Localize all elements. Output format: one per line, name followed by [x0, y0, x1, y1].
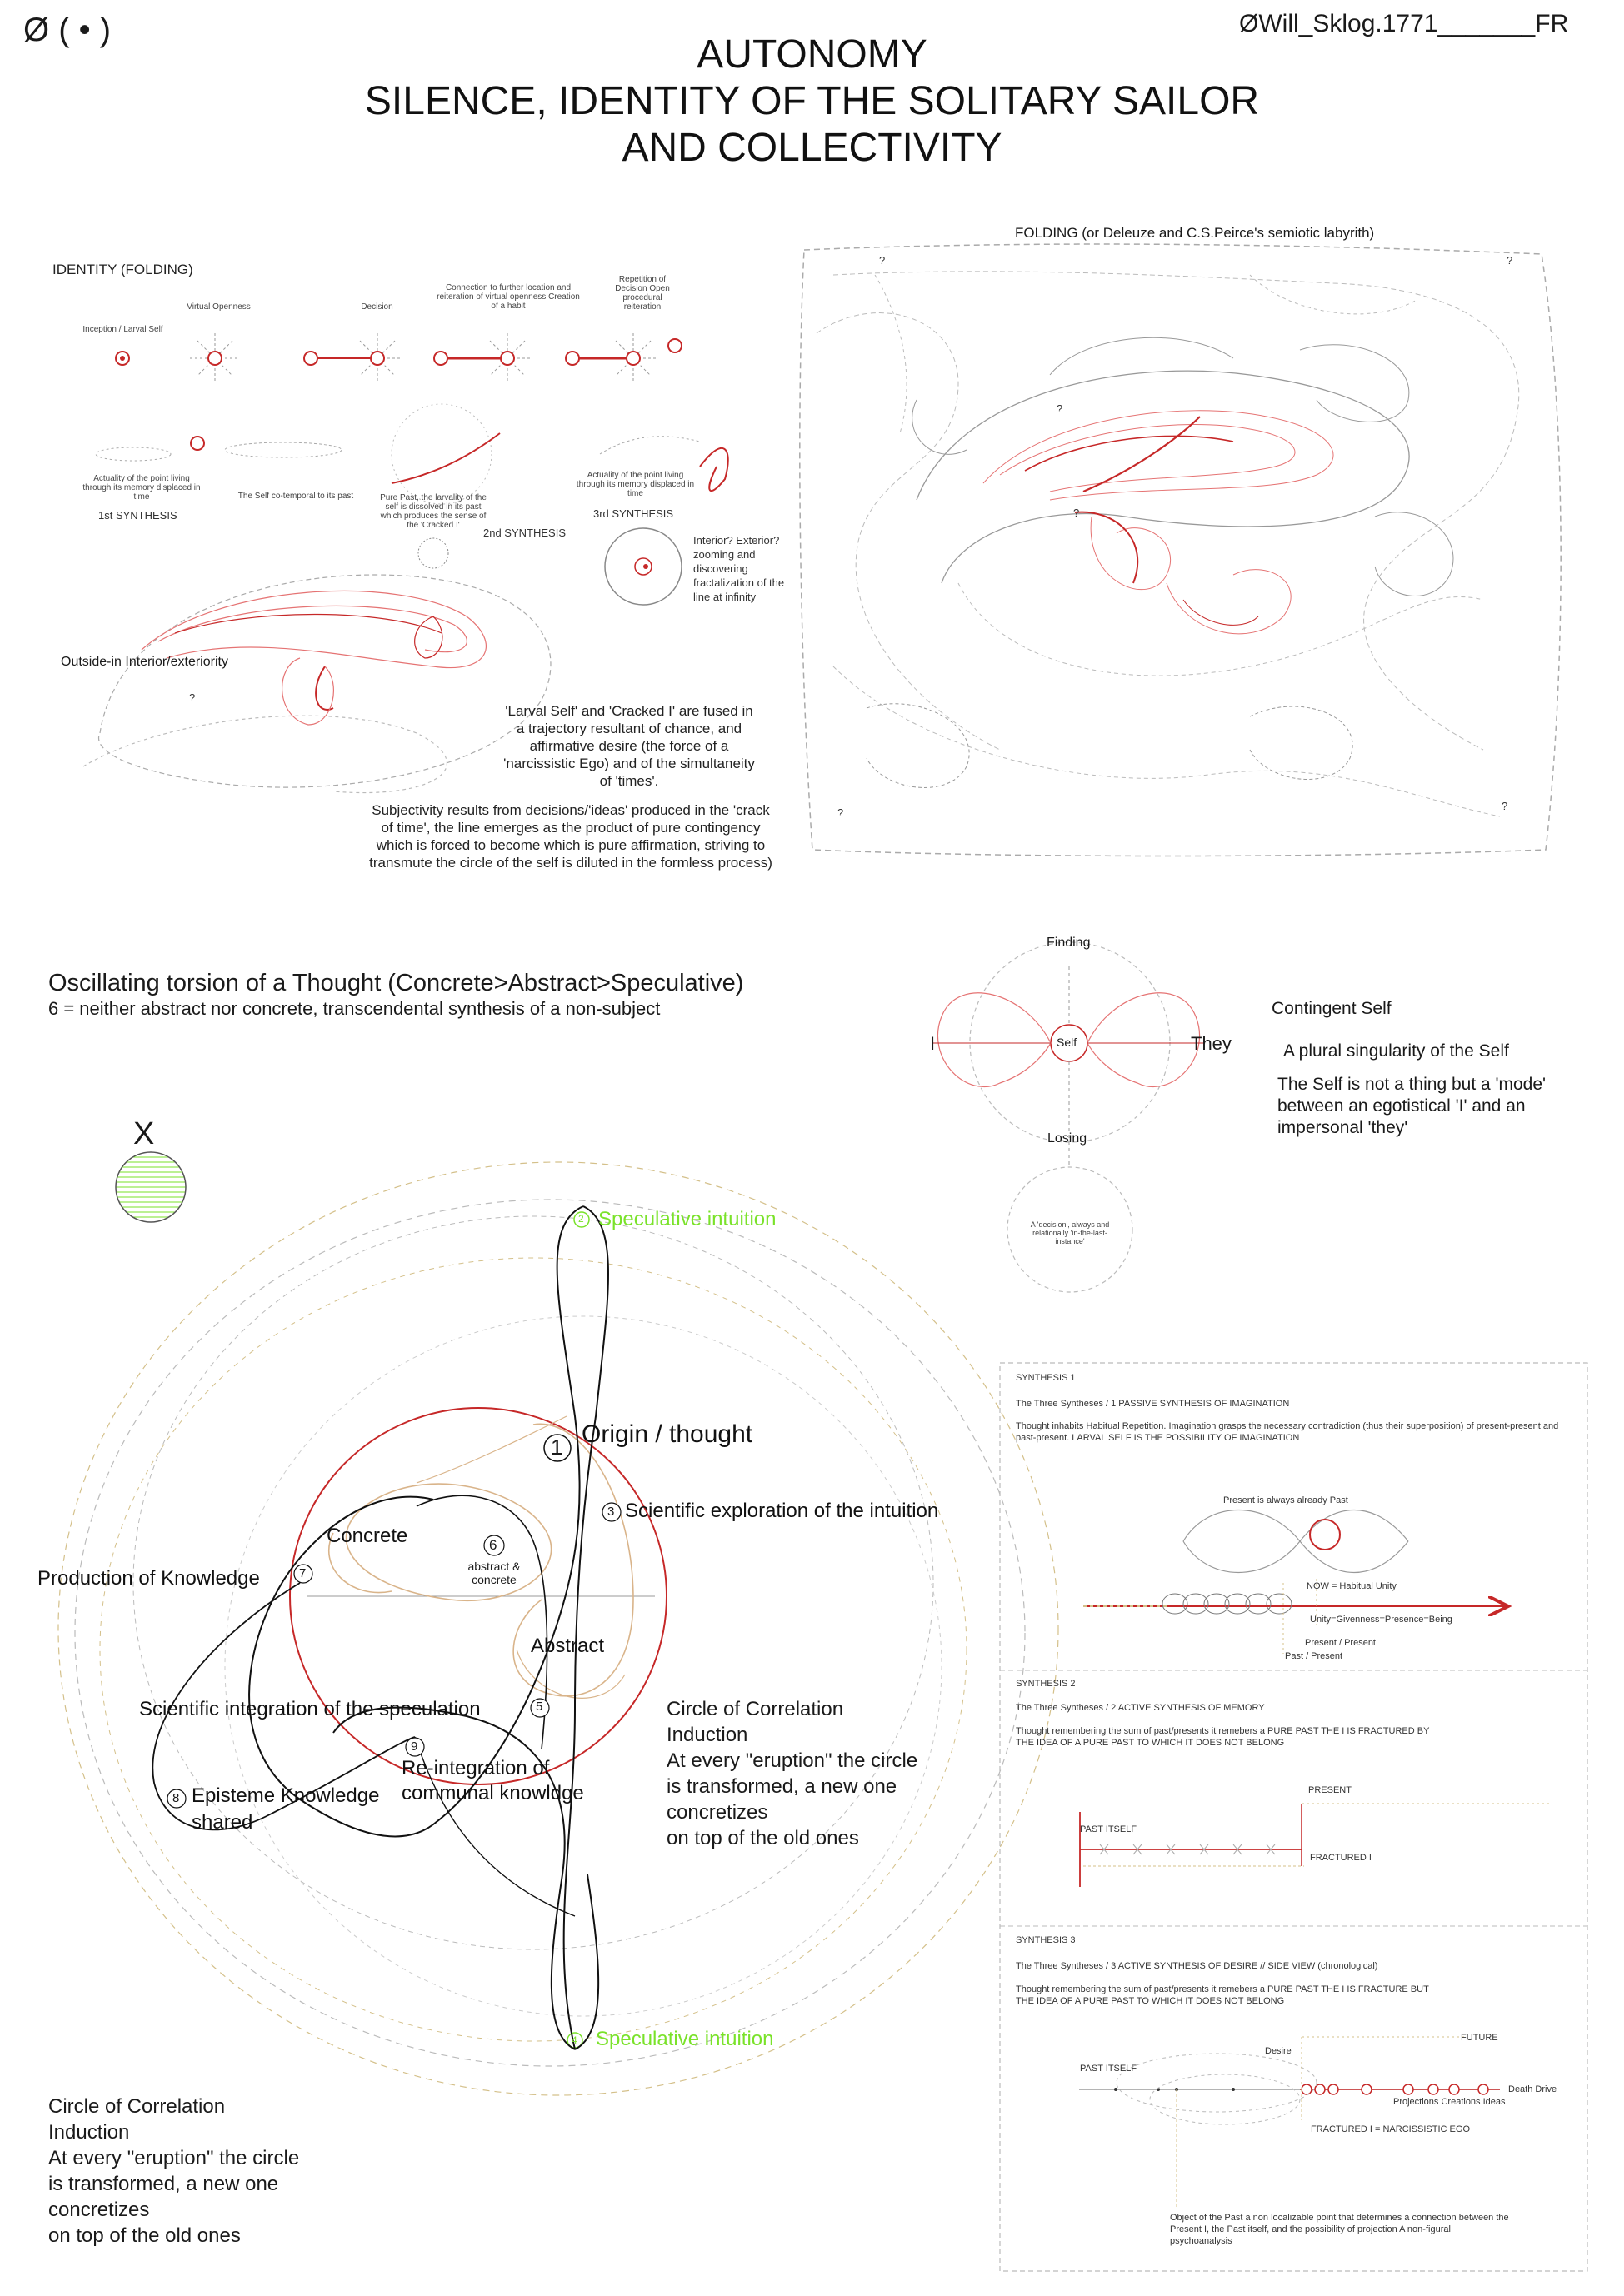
folding-q-1: ? [879, 254, 886, 267]
page-title-line-1: AUTONOMY [697, 32, 927, 77]
subjectivity-paragraph: Subjectivity results from decisions/'ideas' produced in the 'crack of time', the line emerges as the product of pure contingency which is forced to become which is pure affirmation, striving to transmute the circle of the self is diluted in the formless process) [369, 802, 772, 871]
contingent-title: Contingent Self [1272, 999, 1392, 1018]
stage-connection-label: Connection to further location and reiteration of virtual openness Creation of a habit [437, 283, 580, 311]
circle-correlation-text-left [48, 2094, 299, 2249]
page-title-line-3: AND COLLECTIVITY [622, 126, 1002, 170]
circle-correlation-text-right [667, 1696, 917, 1851]
circle-line-3: At every "eruption" the circle [48, 2147, 300, 2169]
s2-head: SYNTHESIS 2 [1016, 1679, 1076, 1689]
s1-unity: Unity=Givenness=Presence=Being [1310, 1615, 1452, 1625]
s3-text: Thought remembering the sum of past/presents it remebers a PURE PAST THE I IS FRACTURE BUT THE IDEA OF A PURE PAST TO WHICH IT DOES NOT BELONG [1016, 1984, 1429, 2006]
circle-line-2: Induction [48, 2121, 130, 2144]
abstract-label: Abstract [531, 1635, 605, 1657]
scientific-integration: Scientific integration of the speculation [139, 1698, 481, 1720]
contingent-description: The Self is not a thing but a 'mode' between an egotistical 'I' and an impersonal 'they' [1277, 1075, 1547, 1137]
s1-title: The Three Syntheses / 1 PASSIVE SYNTHESIS OF IMAGINATION [1016, 1399, 1290, 1409]
folding-q-3: ? [1057, 402, 1063, 415]
circle-line-3: At every "eruption" the circle [667, 1749, 918, 1772]
s1-always-past: Present is always already Past [1223, 1495, 1348, 1505]
stage-decision-label: Decision [361, 302, 393, 312]
outside-in-drawing [83, 575, 551, 793]
circle-line-6: on top of the old ones [667, 1827, 859, 1849]
n3-label: 3 [607, 1505, 615, 1519]
s3-label: 3rd SYNTHESIS [593, 507, 674, 520]
stage-virtual-openness-label: Virtual Openness [187, 302, 251, 312]
circle-line-1: Circle of Correlation [48, 2095, 226, 2118]
s3-caption: Actuality of the point living through its memory displaced in time [576, 471, 695, 498]
origin-thought: Origin / thought [582, 1420, 753, 1448]
s1-text: Thought inhabits Habitual Repetition. Imagination grasps the necessary contradiction (thus their superposition) of present-present and past-present. LARVAL SELF IS THE POSSIBILITY OF IMAGINATION [1016, 1421, 1559, 1443]
s1-caption: Actuality of the point living through its memory displaced in time [82, 474, 201, 502]
production-of-knowledge: Production of Knowledge [37, 1567, 260, 1590]
folding-q-2: ? [1507, 254, 1513, 267]
n6-label: 6 [489, 1537, 497, 1553]
n7-label: 7 [299, 1566, 307, 1580]
circle-line-4: is transformed, a new one [48, 2173, 279, 2195]
speculative-intuition-bottom: Speculative intuition [596, 2028, 774, 2050]
reintegration-label: Re-integration of communal knowldge [402, 1757, 584, 1804]
s3-head: SYNTHESIS 3 [1016, 1935, 1076, 1945]
s2-past-itself: PAST ITSELF [1080, 1824, 1137, 1834]
i-label: I [930, 1033, 936, 1054]
x-label: X [133, 1116, 155, 1151]
n9-label: 9 [411, 1739, 418, 1754]
decision-note: A 'decision', always and relationally 'in-the-last-instance' [1030, 1220, 1110, 1245]
interior-exterior-note: Interior? Exterior? zooming and discovering fractalization of the line at infinity [693, 534, 785, 603]
contingent-subtitle: A plural singularity of the Self [1283, 1041, 1509, 1061]
self-label: Self [1057, 1036, 1077, 1049]
outside-in-label: Outside-in Interior/exteriority [61, 655, 228, 669]
n2-label: 2 [578, 1213, 584, 1225]
n1-label: 1 [551, 1435, 563, 1460]
s2-label: 2nd SYNTHESIS [483, 527, 566, 539]
concrete-label: Concrete [327, 1525, 408, 1547]
s3-death-drive: Death Drive [1508, 2084, 1557, 2094]
stage-repetition-label: Repetition of Decision Open procedural reiteration [615, 275, 670, 312]
s3-past-itself: PAST ITSELF [1080, 2064, 1137, 2074]
stage-inception-label: Inception / Larval Self [82, 325, 163, 334]
folding-q-6: ? [1502, 800, 1508, 812]
circle-line-6: on top of the old ones [48, 2224, 241, 2247]
s1-past-present: Past / Present [1285, 1651, 1343, 1661]
oscillating-subheading: 6 = neither abstract nor concrete, transcendental synthesis of a non-subject [48, 998, 661, 1019]
they-label: They [1191, 1033, 1232, 1054]
s3-desire: Desire [1265, 2046, 1292, 2056]
s1-present-present: Present / Present [1305, 1638, 1376, 1648]
oscillation-diagram [58, 1162, 1058, 2095]
s1-now: NOW = Habitual Unity [1307, 1581, 1397, 1591]
s3-title: The Three Syntheses / 3 ACTIVE SYNTHESIS OF DESIRE // SIDE VIEW (chronological) [1016, 1961, 1378, 1971]
scientific-exploration: Scientific exploration of the intuition [625, 1500, 939, 1522]
n4-label: 4 [572, 2034, 577, 2046]
s2-text: Thought remembering the sum of past/presents it remebers a PURE PAST THE I IS FRACTURED BY THE IDEA OF A PURE PAST TO WHICH IT DOES NOT BELONG [1016, 1726, 1430, 1748]
n5-label: 5 [536, 1700, 543, 1714]
circle-line-1: Circle of Correlation [667, 1698, 844, 1720]
losing-label: Losing [1047, 1131, 1087, 1146]
s2-title: The Three Syntheses / 2 ACTIVE SYNTHESIS OF MEMORY [1016, 1703, 1265, 1713]
oscillating-heading: Oscillating torsion of a Thought (Concrete>Abstract>Speculative) [48, 970, 744, 996]
folding-labyrinth [800, 244, 1561, 856]
s3-fractured: FRACTURED I = NARCISSISTIC EGO [1311, 2124, 1470, 2134]
outside-in-question: ? [189, 691, 196, 704]
x-green-circle [116, 1152, 186, 1222]
s1-label: 1st SYNTHESIS [98, 509, 177, 522]
circle-line-5: concretizes [667, 1801, 768, 1824]
s2-present: PRESENT [1308, 1785, 1352, 1795]
s2-caption: Pure Past, the larvality of the self is dissolved in its past which produces the sense of the 'Cracked I' [380, 493, 487, 530]
folding-q-5: ? [837, 806, 844, 819]
episteme-label: Episteme Knowledge shared [192, 1784, 380, 1834]
s1-head: SYNTHESIS 1 [1016, 1373, 1076, 1383]
s3-future: FUTURE [1461, 2033, 1498, 2043]
s3-projections: Projections Creations Ideas [1393, 2097, 1506, 2107]
abstract-concrete-label: abstract & concrete [467, 1560, 521, 1586]
circle-line-4: is transformed, a new one [667, 1775, 897, 1798]
co-temporal-caption: The Self co-temporal to its past [237, 492, 354, 501]
s2-fractured: FRACTURED I [1310, 1853, 1372, 1863]
finding-label: Finding [1047, 936, 1091, 950]
s3-object-note: Object of the Past a non localizable point that determines a connection between the Present I, the Past itself, and the possibility of projection A non-figural psychoanalysis [1170, 2213, 1509, 2246]
speculative-intuition-top: Speculative intuition [598, 1208, 777, 1230]
identity-stage-diagrams [116, 333, 682, 383]
folding-q-4: ? [1073, 507, 1080, 519]
logo-mark: Ø ( • ) [23, 12, 112, 48]
identity-heading: IDENTITY (FOLDING) [52, 262, 193, 277]
n8-label: 8 [172, 1791, 180, 1805]
circle-line-2: Induction [667, 1724, 748, 1746]
page-title-line-2: SILENCE, IDENTITY OF THE SOLITARY SAILOR [364, 79, 1260, 123]
circle-line-5: concretizes [48, 2199, 150, 2221]
document-code: ØWill_Sklog.1771_______FR [1239, 10, 1569, 37]
folding-heading: FOLDING (or Deleuze and C.S.Peirce's semiotic labyrith) [1015, 225, 1375, 241]
larval-cracked-paragraph: 'Larval Self' and 'Cracked I' are fused in a trajectory resultant of chance, and affirmative desire (the force of a 'narcissistic Ego) and of the simultaneity of 'times'. [503, 703, 755, 789]
